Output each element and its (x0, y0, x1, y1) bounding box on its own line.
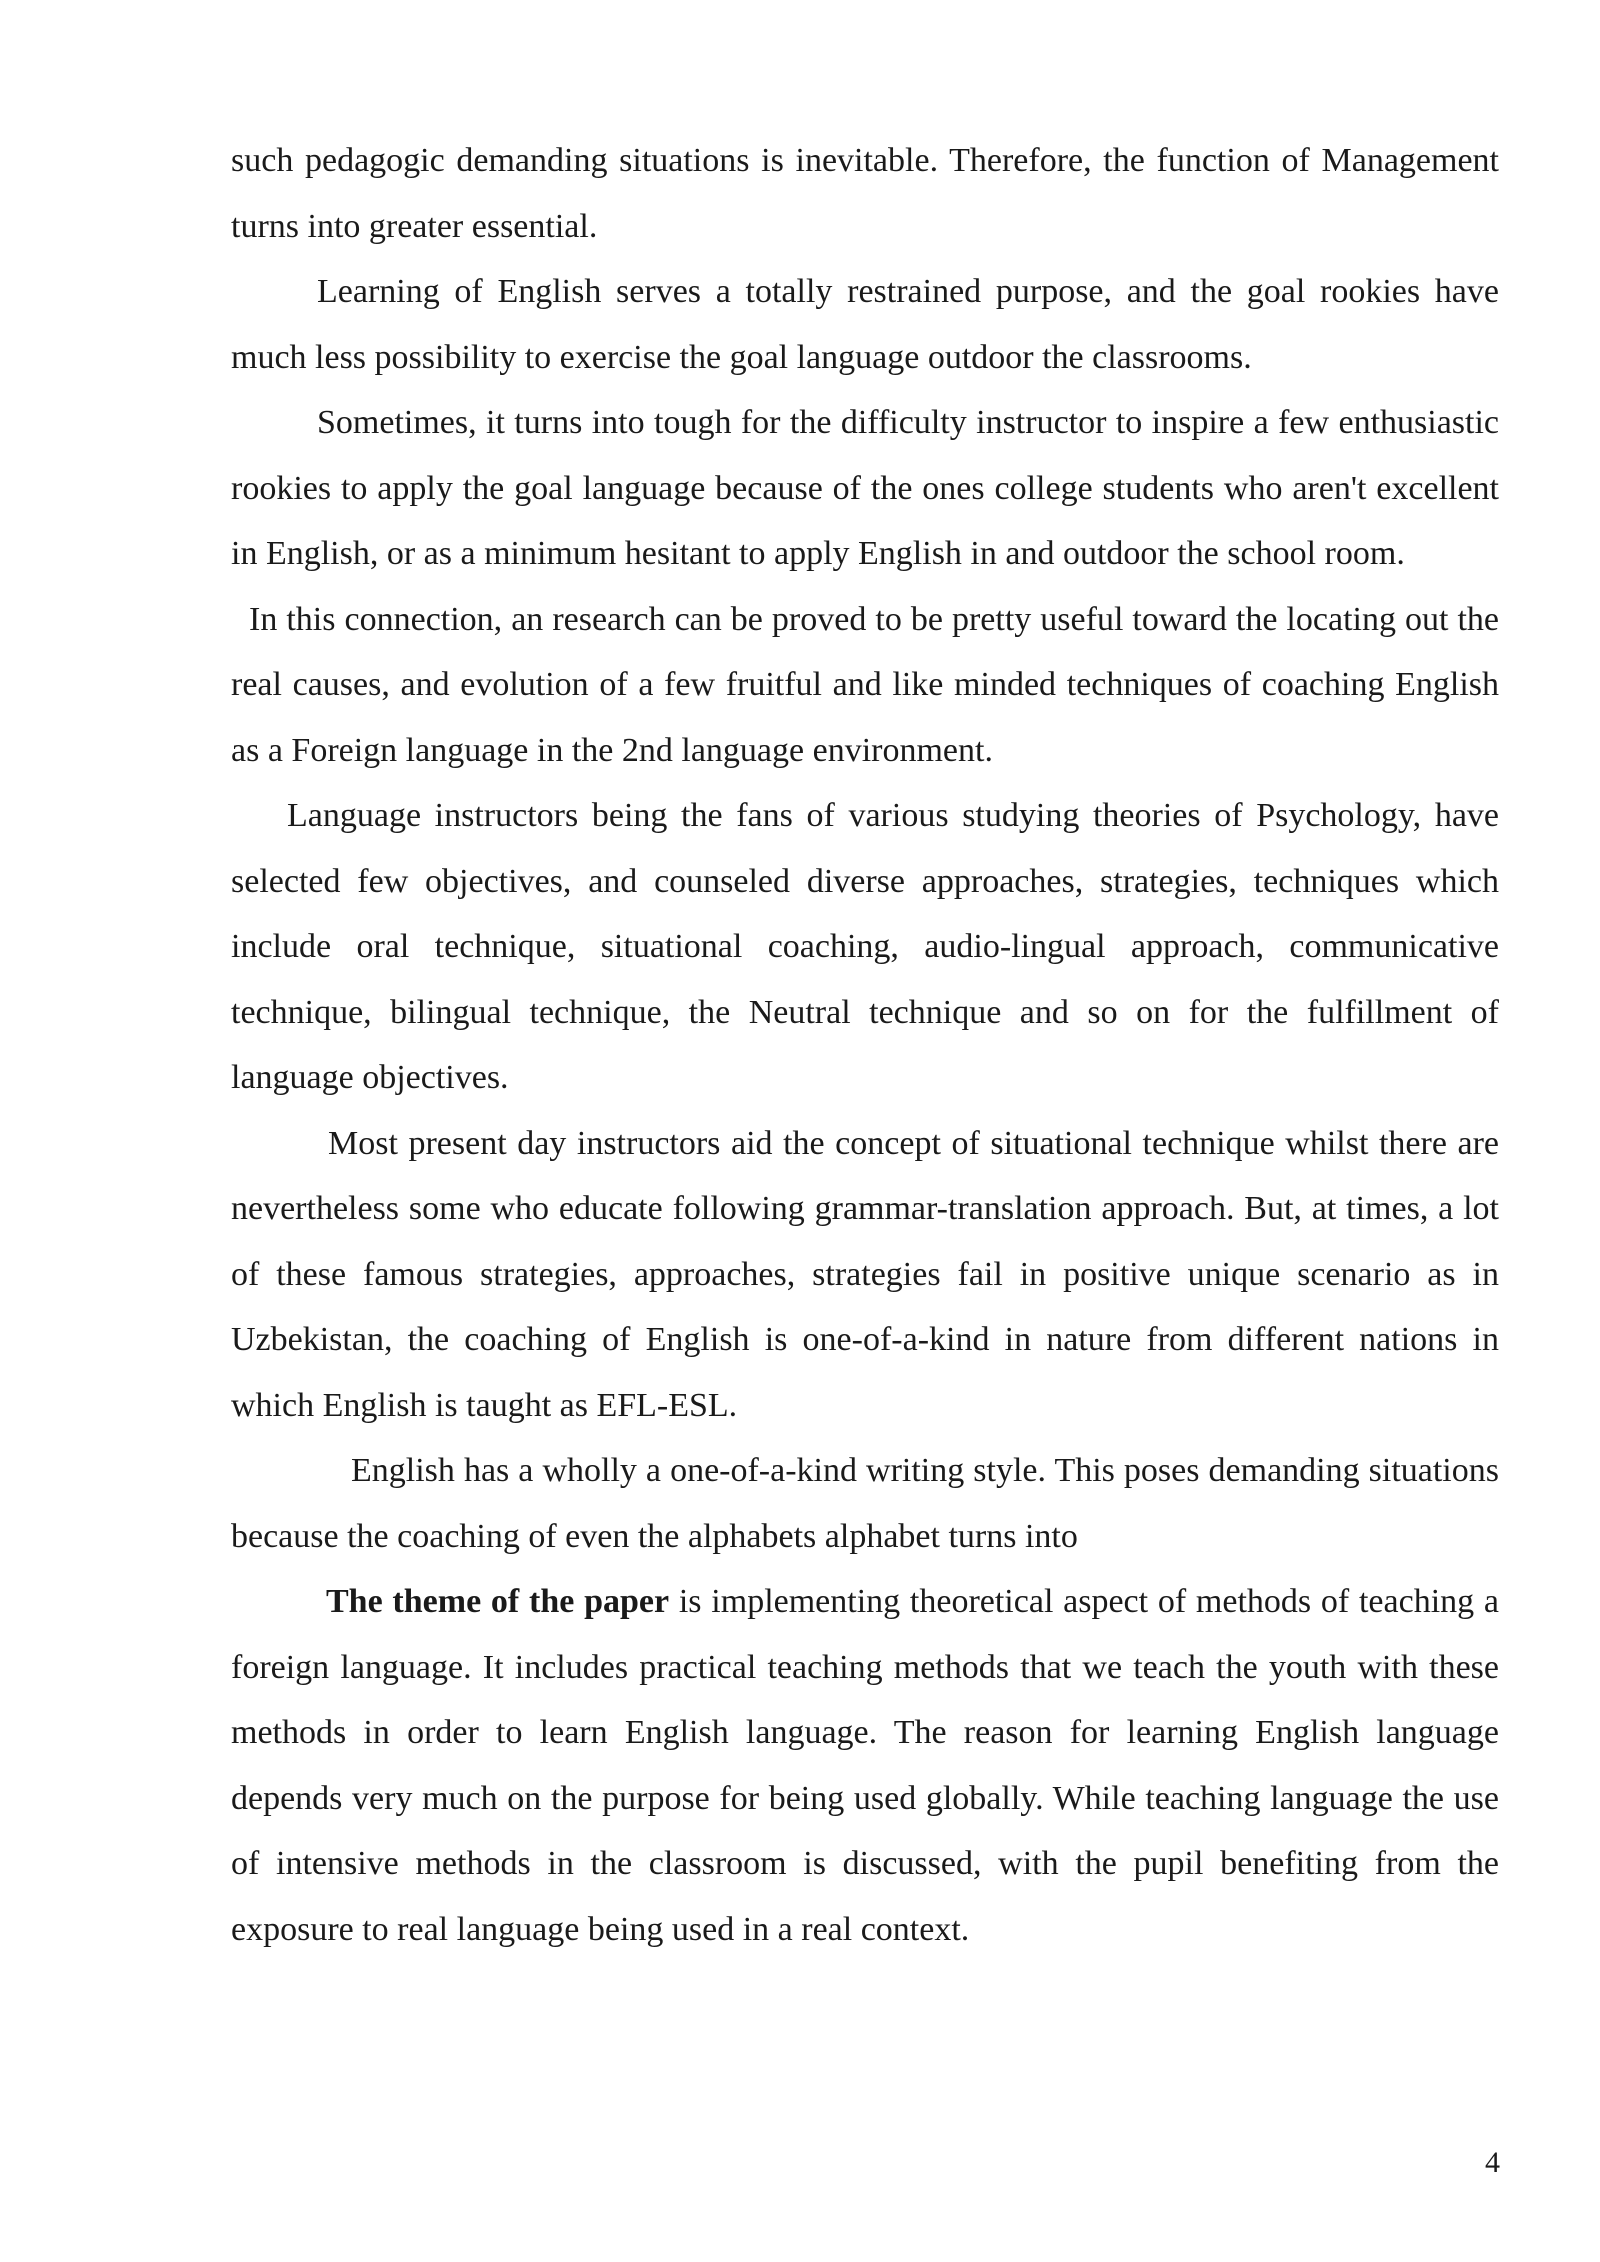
paragraph-2: Learning of English serves a totally restrained purpose, and the goal rookies have much less possibility to exercise the goal language outdoor the classrooms. (231, 273, 1499, 376)
paragraph-5: Language instructors being the fans of various studying theories of Psychology, have selected few objectives, and counseled diverse approaches, strategies, techniques which include oral technique, situational coaching, audio-lingual approach, communicative technique, bilingual technique, the Neutral technique and so on for the fulfillment of language objectives. (231, 797, 1499, 1096)
paragraph-4: In this connection, an research can be proved to be pretty useful toward the locating out the real causes, and evolution of a few fruitful and like minded techniques of coaching English as a Foreign language in the 2nd language environment. (231, 600, 1499, 769)
theme-lead: The theme of the paper (326, 1583, 670, 1620)
page-number: 4 (1485, 2146, 1500, 2179)
paragraph-7: English has a wholly a one-of-a-kind writing style. This poses demanding situations because the coaching of even the alphabets alphabet turns into (231, 1452, 1499, 1555)
theme-paragraph (231, 1569, 1499, 1962)
paragraph-6: Most present day instructors aid the concept of situational technique whilst there are nevertheless some who educate following grammar-translation approach. But, at times, a lot of these famous strategies, approaches, strategies fail in positive unique scenario as in Uzbekistan, the coaching of English is one-of-a-kind in nature from different nations in which English is taught as EFL-ESL. (231, 1124, 1499, 1424)
theme-text: is implementing theoretical aspect of methods of teaching a foreign language. It includes practical teaching methods that we teach the youth with these methods in order to learn English language. The reason for learning English language depends very much on the purpose for being used globally. While teaching language the use of intensive methods in the classroom is discussed, with the pupil benefiting from the exposure to real language being used in a real context. (231, 1583, 1499, 1948)
document-body (231, 128, 1499, 1962)
paragraph-1: such pedagogic demanding situations is inevitable. Therefore, the function of Management turns into greater essential. (231, 142, 1499, 245)
paragraph-3: Sometimes, it turns into tough for the difficulty instructor to inspire a few enthusiastic rookies to apply the goal language because of the ones college students who aren't excellent in English, or as a minimum hesitant to apply English in and outdoor the school room. (231, 404, 1499, 572)
